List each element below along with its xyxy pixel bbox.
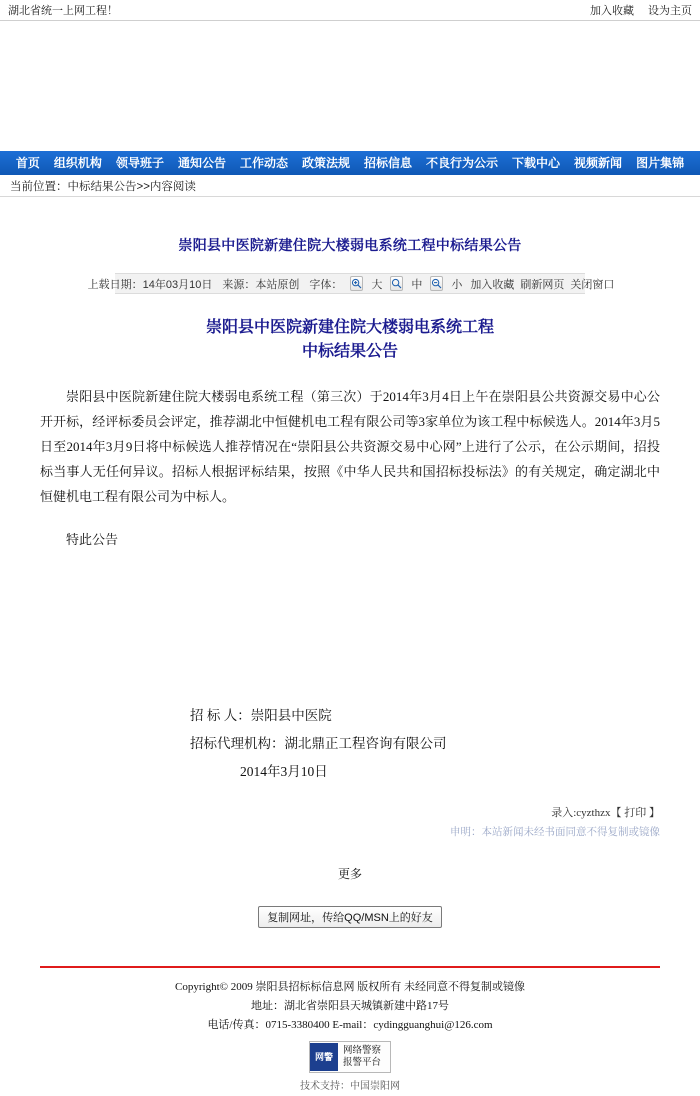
nav-item-bidinfo[interactable]: 招标信息 (364, 156, 413, 170)
page-title: 崇阳县中医院新建住院大楼弱电系统工程中标结果公告 (178, 237, 522, 253)
footer-address: 地址：湖北省崇阳县天城镇新建中路17号 (251, 1000, 449, 1012)
article-meta-bar (87, 273, 615, 294)
headline-line-1: 崇阳县中医院新建住院大楼弱电系统工程 (205, 319, 494, 336)
nav-item-video[interactable]: 视频新闻 (574, 156, 623, 170)
upload-date: 上载日期：14年03月10日 (87, 278, 213, 291)
zoom-reset-label[interactable]: 中 (411, 278, 423, 291)
footer-contact: 电话/传真：0715-3380400 E-mail：cydingguanghui@126.com (207, 1019, 493, 1031)
article-paragraph-2: 特此公告 (66, 532, 119, 547)
nav-item-home[interactable]: 首页 (15, 156, 40, 170)
add-favorite-link[interactable]: 加入收藏 (590, 5, 634, 17)
nav-item-worknews[interactable]: 工作动态 (239, 156, 288, 170)
article-body (40, 384, 660, 552)
refresh-page-button[interactable]: 刷新网页 (520, 278, 565, 291)
signature-date: 2014年3月10日 (240, 764, 328, 779)
signature-agency: 招标代理机构：湖北鼎正工程咨询有限公司 (190, 736, 447, 751)
nav-item-misconduct[interactable]: 不良行为公示 (426, 156, 499, 170)
site-slogan: 湖北省统一上网工程！ (8, 5, 118, 17)
article-paragraph-1: 崇阳县中医院新建住院大楼弱电系统工程（第三次）于2014年3月4日上午在崇阳县公共资源交易中心公开开标，经评标委员会评定，推荐湖北中恒健机电工程有限公司等3家单位为该工程中标候选人。2014年3月5日至2014年3月9日将中标候选人推荐情况在“崇阳县公共资源交易中心网”上进行了公示，在公示期间，招投标当事人无任何异议。招标人根据评标结果，按照《中华人民共和国招标投标法》的有关规定，确定湖北中恒健机电工程有限公司为中标人。 (40, 389, 660, 504)
nav-item-download[interactable]: 下载中心 (512, 156, 561, 170)
zoom-reset-icon[interactable] (390, 276, 403, 291)
article-source: 来源：本站原创 (222, 278, 300, 291)
site-footer (0, 978, 700, 1096)
fontsize-label: 字体： (309, 278, 343, 291)
copy-url-button[interactable]: 复制网址，传给QQ/MSN上的好友 (258, 906, 442, 928)
signature-bidder: 招 标 人：崇阳县中医院 (190, 708, 332, 723)
footer-copyright: Copyright© 2009 崇阳县招标标信息网 版权所有 未经同意不得复制或镜像 (175, 981, 525, 993)
main-nav (0, 151, 700, 175)
nav-item-organization[interactable]: 组织机构 (53, 156, 102, 170)
article-headline (40, 316, 660, 364)
footer-divider (40, 966, 660, 968)
zoom-in-label[interactable]: 大 (371, 278, 383, 291)
add-favorite-button[interactable]: 加入收藏 (470, 278, 515, 291)
police-badge-line1: 网络警察 (342, 1046, 381, 1056)
police-shield-icon: 网警 (310, 1043, 338, 1071)
footer-tech-support: 技术支持：中国崇阳网 (300, 1081, 400, 1092)
top-bar-links (590, 2, 692, 18)
site-banner (0, 21, 700, 151)
headline-line-2: 中标结果公告 (301, 343, 398, 360)
set-homepage-link[interactable]: 设为主页 (648, 5, 692, 17)
nav-item-leadership[interactable]: 领导班子 (115, 156, 164, 170)
breadcrumb (0, 175, 700, 197)
top-bar (0, 0, 700, 21)
article-container (40, 235, 660, 928)
police-badge-line2: 报警平台 (342, 1058, 381, 1068)
nav-item-policy[interactable]: 政策法规 (301, 156, 350, 170)
signature-block (40, 702, 660, 786)
breadcrumb-text: 当前位置：中标结果公告>>内容阅读 (10, 180, 196, 193)
more-link[interactable]: 更多 (337, 867, 362, 881)
zoom-in-icon[interactable] (350, 276, 363, 291)
police-badge[interactable] (309, 1041, 391, 1073)
editor-and-print[interactable]: 录入:cyzthzx【 打印 】 (551, 807, 660, 819)
copy-url-area (40, 906, 660, 928)
nav-item-notices[interactable]: 通知公告 (177, 156, 226, 170)
zoom-out-icon[interactable] (430, 276, 443, 291)
close-window-button[interactable]: 关闭窗口 (570, 278, 615, 291)
nav-item-gallery[interactable]: 图片集锦 (636, 156, 685, 170)
zoom-out-label[interactable]: 小 (451, 278, 463, 291)
copyright-disclaimer: 申明：本站新闻未经书面同意不得复制或镜像 (450, 827, 660, 838)
police-badge-wrap[interactable] (0, 1041, 700, 1073)
police-badge-text (338, 1045, 386, 1069)
